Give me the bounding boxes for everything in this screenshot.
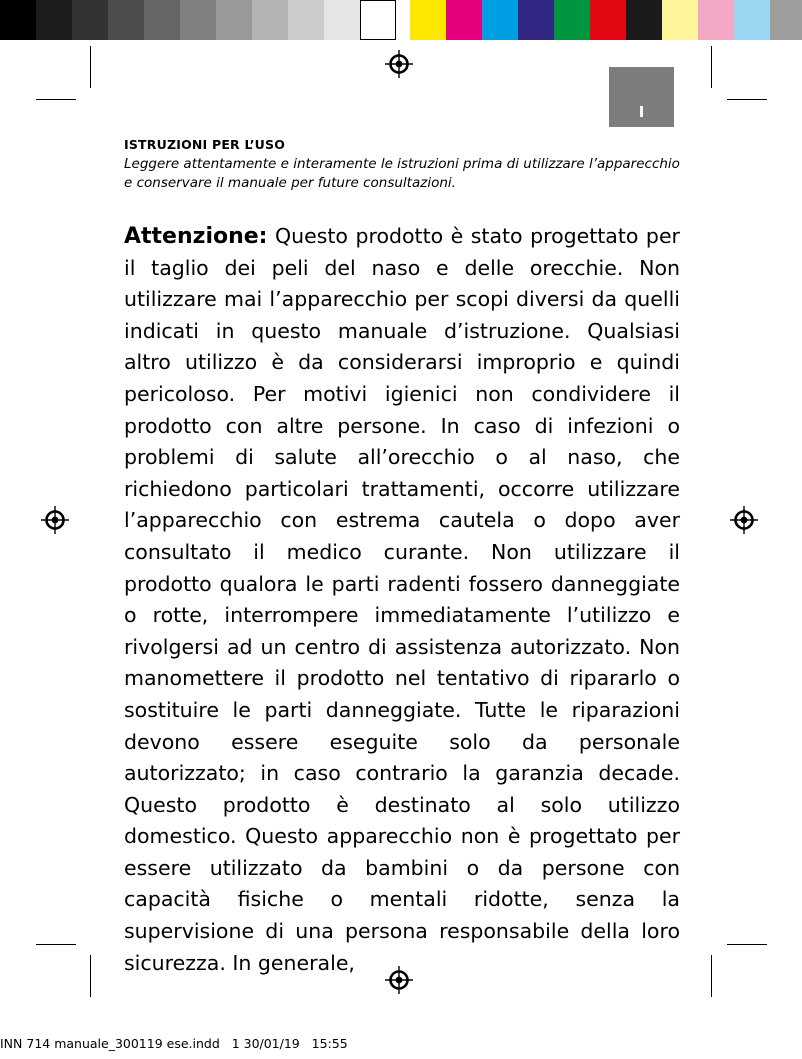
color-swatch — [698, 0, 734, 40]
crop-mark — [36, 944, 76, 945]
crop-mark — [727, 944, 767, 945]
page-language-tab-label: I — [638, 103, 645, 121]
gray-swatch — [108, 0, 144, 40]
gray-swatch — [360, 0, 396, 40]
page-title: ISTRUZIONI PER L’USO — [124, 137, 286, 152]
crop-mark — [36, 99, 76, 100]
grayscale-swatch-group — [0, 0, 396, 40]
body-paragraph-text: Questo prodotto è stato progettato per il taglio dei peli del naso e delle orecchie. Non utilizzare mai l’apparecchio per scopi diversi da quelli indicati in questo manuale d’istruzione. Qualsiasi altro utilizzo è da considerarsi improprio e quindi pericoloso. Per motivi igienici non condividere il prodotto con altre persone. In caso di infezioni o problemi di salute all’orecchio o al naso, che richiedono particolari trattamenti, occorre utilizzare l’apparecchio con estrema cautela o dopo aver consultato il medico curante. Non utilizzare il prodotto qualora le parti radenti fossero danneggiate o rotte, interrompere immediatamente l’utilizzo e rivolgersi ad un centro di assistenza autorizzato. Non manomettere il prodotto nel tentativo di ripararlo o sostituire le parti danneggiate. Tutte le riparazioni devono essere eseguite solo da personale autorizzato; in caso contrario la garanzia decade. Questo prodotto è destinato al solo utilizzo domestico. Questo apparecchio non è progettato per essere utilizzato da bambini o da persone con capacità fisiche o mentali ridotte, senza la supervisione di una persona responsabile della loro sicurezza. In generale, — [124, 224, 680, 975]
gray-swatch — [180, 0, 216, 40]
color-swatch — [446, 0, 482, 40]
gray-swatch — [36, 0, 72, 40]
color-swatch — [626, 0, 662, 40]
registration-mark-right — [730, 506, 758, 534]
color-swatch — [410, 0, 446, 40]
color-swatch — [482, 0, 518, 40]
crop-mark — [711, 955, 712, 997]
registration-mark-left — [41, 506, 69, 534]
document-subtitle: Leggere attentamente e interamente le istruzioni prima di utilizzare l’apparecchio e conservare il manuale per future consultazioni. — [124, 156, 680, 191]
gray-swatch — [324, 0, 360, 40]
color-swatch — [590, 0, 626, 40]
color-swatch — [770, 0, 802, 40]
gray-swatch — [288, 0, 324, 40]
color-swatch — [554, 0, 590, 40]
gray-swatch — [144, 0, 180, 40]
color-swatch — [734, 0, 770, 40]
crop-mark — [90, 955, 91, 997]
crop-mark — [90, 46, 91, 88]
color-swatch — [662, 0, 698, 40]
registration-mark-top — [385, 50, 413, 78]
gray-swatch — [216, 0, 252, 40]
print-color-calibration-bar — [0, 0, 802, 40]
page-language-tab — [609, 67, 674, 127]
body-lead-in: Attenzione: — [124, 224, 268, 249]
print-footer: INN 714 manuale_300119 ese.indd 1 30/01/19 15:55 — [0, 1036, 348, 1051]
color-swatch — [518, 0, 554, 40]
crop-mark — [727, 99, 767, 100]
document-body — [124, 221, 680, 979]
crop-mark — [711, 46, 712, 88]
document-content — [124, 137, 680, 979]
gray-swatch — [0, 0, 36, 40]
gray-swatch — [252, 0, 288, 40]
color-swatch-group — [410, 0, 802, 40]
gray-swatch — [72, 0, 108, 40]
